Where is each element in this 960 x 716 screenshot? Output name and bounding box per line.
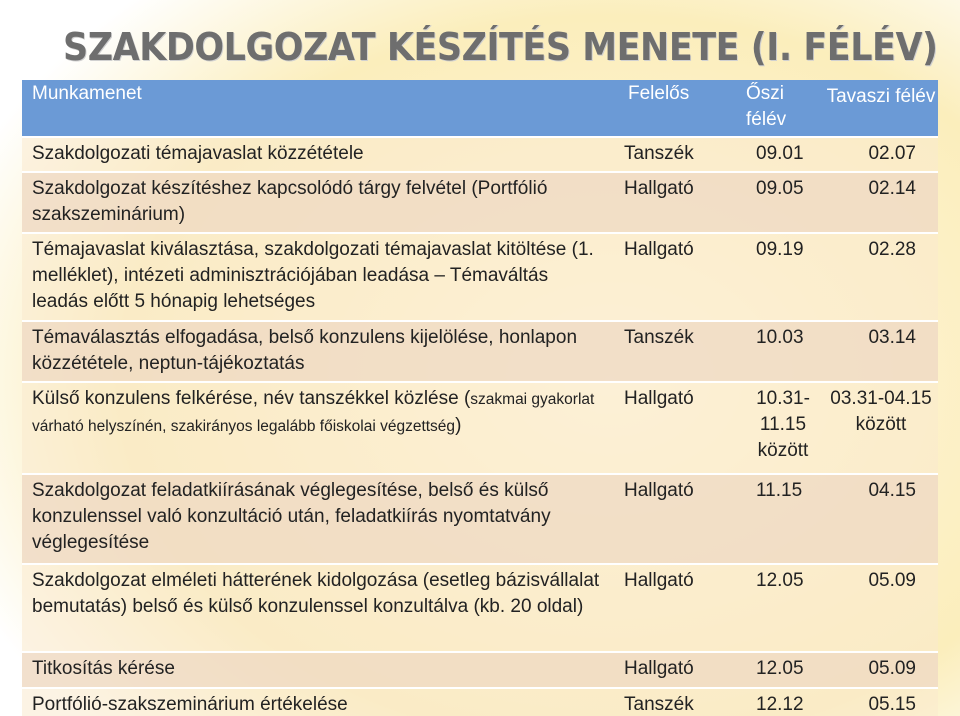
task-cell: Szakdolgozati témajavaslat közzététele — [22, 137, 618, 172]
task-note-text: szakmai gyakorlat várható helyszínén, szakirányos legalább főiskolai végzettség — [32, 391, 595, 435]
spring-date-cell: 04.15 — [824, 474, 938, 564]
task-main-text: Külső konzulens felkérése, név tanszékkel közlése ( — [32, 388, 471, 409]
task-cell: Portfólió-szakszeminárium értékelése — [22, 688, 618, 716]
responsible-cell: Hallgató — [618, 564, 742, 652]
autumn-date-cell: 10.03 — [742, 321, 824, 382]
task-cell: Szakdolgozat készítéshez kapcsolódó tárgy felvétel (Portfólió szakszeminárium) — [22, 172, 618, 233]
spring-date-cell: 03.31-04.15 között — [824, 382, 938, 474]
header-responsible: Felelős — [618, 80, 742, 137]
responsible-cell: Tanszék — [618, 688, 742, 716]
task-cell: Szakdolgozat elméleti hátterének kidolgozása (esetleg bázisvállalat bemutatás) belső és külső konzulenssel konzultálva (kb. 20 oldal) — [22, 564, 618, 652]
spring-date-cell: 05.15 — [824, 688, 938, 716]
task-cell — [22, 382, 618, 474]
autumn-date-cell: 11.15 — [742, 474, 824, 564]
table-row — [22, 564, 938, 652]
task-cell: Témajavaslat kiválasztása, szakdolgozati témajavaslat kitöltése (1. melléklet), intézeti adminisztrációjában leadása – Témaváltás leadás előtt 5 hónapig lehetséges — [22, 233, 618, 321]
responsible-cell: Hallgató — [618, 233, 742, 321]
header-autumn: Őszi félév — [742, 80, 824, 137]
table-header-row — [22, 80, 938, 137]
responsible-cell: Hallgató — [618, 382, 742, 474]
table-row — [22, 474, 938, 564]
spring-date-cell: 03.14 — [824, 321, 938, 382]
autumn-date-cell: 10.31-11.15 között — [742, 382, 824, 474]
spring-date-cell: 02.14 — [824, 172, 938, 233]
autumn-date-cell: 09.05 — [742, 172, 824, 233]
header-spring: Tavaszi félév — [824, 80, 938, 137]
table-row — [22, 321, 938, 382]
table-row — [22, 233, 938, 321]
spring-date-cell: 02.28 — [824, 233, 938, 321]
schedule-table — [22, 80, 938, 716]
task-text: Titkosítás kérése — [32, 658, 175, 679]
task-cell: Szakdolgozat feladatkiírásának véglegesítése, belső és külső konzulenssel való konzultáció után, feladatkiírás nyomtatvány véglegesítése — [22, 474, 618, 564]
spring-date-cell: 02.07 — [824, 137, 938, 172]
responsible-cell: Tanszék — [618, 321, 742, 382]
table-row — [22, 688, 938, 716]
table-row — [22, 652, 938, 688]
autumn-date-cell: 12.05 — [742, 652, 824, 688]
table-row — [22, 137, 938, 172]
spring-date-cell: 05.09 — [824, 564, 938, 652]
autumn-date-cell: 12.12 — [742, 688, 824, 716]
responsible-cell: Hallgató — [618, 652, 742, 688]
autumn-date-cell: 09.01 — [742, 137, 824, 172]
header-task: Munkamenet — [22, 80, 618, 137]
table-row — [22, 172, 938, 233]
autumn-date-cell: 12.05 — [742, 564, 824, 652]
responsible-cell: Tanszék — [618, 137, 742, 172]
table-row — [22, 382, 938, 474]
spring-date-cell: 05.09 — [824, 652, 938, 688]
task-cell: Témaválasztás elfogadása, belső konzulens kijelölése, honlapon közzététele, neptun-tájékoztatás — [22, 321, 618, 382]
autumn-date-cell: 09.19 — [742, 233, 824, 321]
slide-title: SZAKDOLGOZAT KÉSZÍTÉS MENETE (I. FÉLÉV) — [63, 25, 938, 69]
responsible-cell: Hallgató — [618, 172, 742, 233]
responsible-cell: Hallgató — [618, 474, 742, 564]
task-cell — [22, 652, 618, 688]
task-end-text: ) — [455, 415, 462, 436]
